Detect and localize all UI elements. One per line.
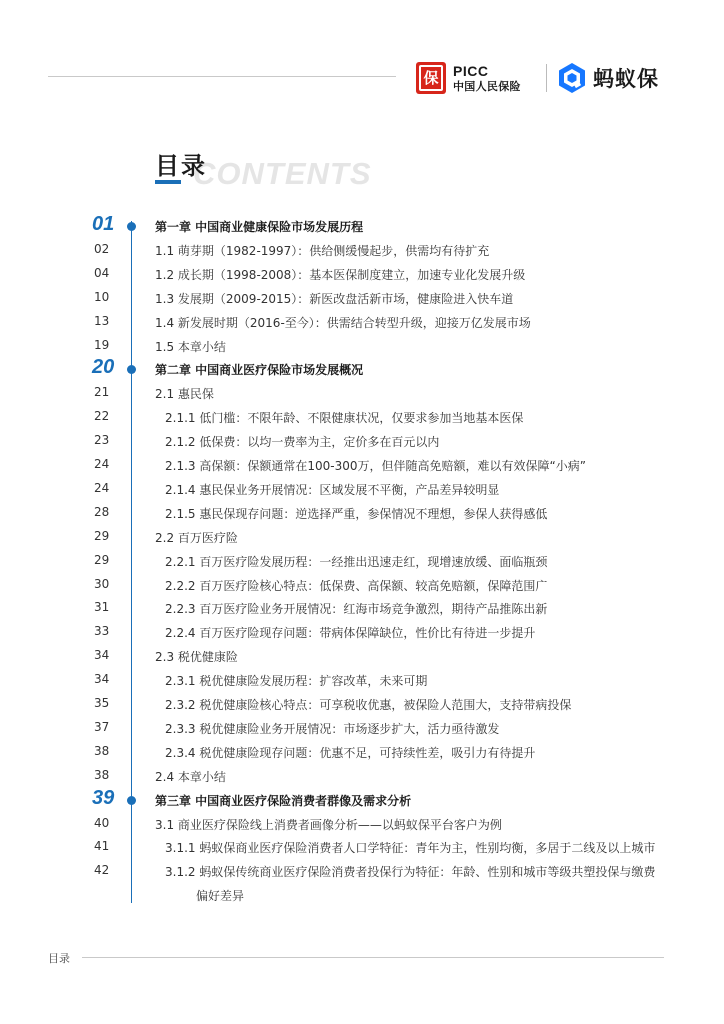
toc-entry-row[interactable] xyxy=(0,859,724,883)
contents-title-en: CONTENTS xyxy=(193,156,372,191)
toc-page-number: 28 xyxy=(94,504,110,519)
toc-page-number: 01 xyxy=(92,213,115,235)
toc-entry-title: 2.2.1 百万医疗险发展历程：一经推出迅速走红，现增速放缓、面临瓶颈 xyxy=(165,554,548,569)
toc-entry-title: 2.4 本章小结 xyxy=(155,769,226,784)
toc-page-number: 20 xyxy=(92,356,115,379)
toc-entry-row[interactable] xyxy=(0,381,724,405)
toc-entry-title: 2.3 税优健康险 xyxy=(155,650,238,665)
toc-page-number: 38 xyxy=(94,743,110,758)
picc-logo-en: PICC xyxy=(453,63,489,79)
picc-logo xyxy=(416,60,521,96)
toc-entry-row[interactable] xyxy=(0,716,724,740)
toc-entry-title: 2.2.4 百万医疗险现存问题：带病体保障缺位，性价比有待进一步提升 xyxy=(165,626,536,641)
toc-page-number: 29 xyxy=(94,528,110,543)
footer-rule xyxy=(82,957,664,958)
footer-label: 目录 xyxy=(48,952,70,965)
antbao-logo-text: 蚂蚁保 xyxy=(593,67,659,91)
toc-page-number: 42 xyxy=(94,863,110,878)
toc-entry-row[interactable] xyxy=(0,286,724,310)
toc-entry-row[interactable] xyxy=(0,740,724,764)
toc-entry-row[interactable] xyxy=(0,238,724,262)
toc-chapter-row[interactable] xyxy=(0,357,724,381)
logo-divider xyxy=(546,64,547,92)
toc-page-number: 22 xyxy=(94,409,110,424)
toc-page-number: 33 xyxy=(94,624,110,639)
toc-entry-title: 3.1 商业医疗保险线上消费者画像分析——以蚂蚁保平台客户为例 xyxy=(155,817,502,832)
toc-chapter-row[interactable] xyxy=(0,214,724,238)
antbao-hexagon-icon xyxy=(557,62,587,94)
picc-logo-cn: 中国人民保险 xyxy=(453,80,521,93)
toc-entry-row[interactable] xyxy=(0,596,724,620)
toc-page-number: 34 xyxy=(94,672,110,687)
toc-entry-row[interactable] xyxy=(0,764,724,788)
toc-entry-title: 2.3.3 税优健康险业务开展情况：市场逐步扩大，活力亟待激发 xyxy=(165,721,500,736)
toc-entry-title: 偏好差异 xyxy=(196,889,245,904)
toc-entry-row[interactable] xyxy=(0,262,724,286)
toc-page-number: 30 xyxy=(94,576,110,591)
toc-entry-row[interactable] xyxy=(0,549,724,573)
toc-entry-title: 2.1.5 惠民保现存问题：逆选择严重，参保情况不理想，参保人获得感低 xyxy=(165,506,548,521)
toc-entry-title: 1.3 发展期（2009-2015）：新医改盘活新市场，健康险进入快车道 xyxy=(155,291,514,306)
toc-entry-title: 2.1.3 高保额：保额通常在100-300万，但伴随高免赔额，难以有效保障“小病” xyxy=(165,459,586,473)
toc-entry-title: 2.1 惠民保 xyxy=(155,387,214,402)
toc-entry-title: 1.5 本章小结 xyxy=(155,339,226,354)
toc-page-number: 10 xyxy=(94,289,110,304)
toc-entry-title: 2.3.2 税优健康险核心特点：可享税收优惠，被保险人范围大，支持带病投保 xyxy=(165,698,572,712)
toc-entry-row[interactable] xyxy=(0,525,724,549)
toc-page-number: 04 xyxy=(94,265,110,280)
toc-entry-title: 2.1.2 低保费：以均一费率为主，定价多在百元以内 xyxy=(165,435,440,450)
toc-entry-title: 3.1.2 蚂蚁保传统商业医疗保险消费者投保行为特征：年龄、性别和城市等级共塑投保与缴费 xyxy=(165,865,656,880)
toc-page-number: 19 xyxy=(94,337,110,352)
toc-page-number: 29 xyxy=(94,552,110,567)
toc-entry-row[interactable] xyxy=(0,835,724,859)
toc-page-number: 41 xyxy=(94,839,110,854)
toc-entry-title: 2.2.3 百万医疗险业务开展情况：红海市场竞争激烈，期待产品推陈出新 xyxy=(165,602,548,617)
toc-entry-row[interactable] xyxy=(0,620,724,644)
toc-entry-title: 2.1.1 低门槛：不限年龄、不限健康状况，仅要求参加当地基本医保 xyxy=(165,411,524,426)
toc-entry-row[interactable] xyxy=(0,692,724,716)
contents-title-cn: 目录 xyxy=(155,152,207,180)
toc-page-number: 38 xyxy=(94,767,110,782)
toc-page-number: 40 xyxy=(94,815,110,830)
toc-entry-title: 1.1 萌芽期（1982-1997）：供给侧缓慢起步，供需均有待扩充 xyxy=(155,243,490,258)
chapter-dot-icon xyxy=(127,222,136,231)
toc-page-number: 21 xyxy=(94,385,110,400)
toc-entry-title: 3.1.1 蚂蚁保商业医疗保险消费者人口学特征：青年为主，性别均衡，多居于二线及以上城市 xyxy=(165,841,656,856)
toc-page-number: 34 xyxy=(94,648,110,663)
contents-title xyxy=(155,144,372,194)
chapter-dot-icon xyxy=(127,365,136,374)
toc-page-number: 39 xyxy=(92,786,115,809)
toc-entry-row[interactable] xyxy=(0,453,724,477)
toc-page-number: 24 xyxy=(94,457,110,471)
toc-entry-row[interactable] xyxy=(0,644,724,668)
toc-page-number: 02 xyxy=(94,241,110,256)
antbao-logo xyxy=(557,60,659,96)
toc-entry-title: 2.1.4 惠民保业务开展情况：区域发展不平衡，产品差异较明显 xyxy=(165,482,500,497)
toc-entry-title: 2.3.1 税优健康险发展历程：扩容改革，未来可期 xyxy=(165,674,428,689)
toc-chapter-title: 第一章 中国商业健康保险市场发展历程 xyxy=(155,220,364,234)
toc-entry-row[interactable] xyxy=(0,477,724,501)
title-underline xyxy=(155,180,181,184)
toc-chapter-title: 第二章 中国商业医疗保险市场发展概况 xyxy=(155,363,364,378)
picc-seal-icon: 保 xyxy=(416,62,446,94)
toc-entry-row[interactable] xyxy=(0,812,724,836)
toc-entry-title: 2.2.2 百万医疗险核心特点：低保费、高保额、较高免赔额，保障范围广 xyxy=(165,578,548,593)
toc-entry-row[interactable] xyxy=(0,429,724,453)
toc-entry-title: 1.2 成长期（1998-2008）：基本医保制度建立，加速专业化发展升级 xyxy=(155,267,526,282)
toc-chapter-row[interactable] xyxy=(0,788,724,812)
toc-page-number: 13 xyxy=(94,313,110,328)
toc-page-number: 35 xyxy=(94,696,110,710)
toc-entry-row[interactable] xyxy=(0,883,724,907)
toc-entry-row[interactable] xyxy=(0,668,724,692)
toc-entry-row[interactable] xyxy=(0,501,724,525)
toc-entry-row[interactable] xyxy=(0,310,724,334)
toc-page-number: 31 xyxy=(94,600,110,615)
toc-entry-row[interactable] xyxy=(0,573,724,597)
toc-chapter-title: 第三章 中国商业医疗保险消费者群像及需求分析 xyxy=(155,793,412,808)
toc-page-number: 23 xyxy=(94,433,110,448)
toc-entry-title: 1.4 新发展时期（2016-至今）：供需结合转型升级，迎接万亿发展市场 xyxy=(155,315,531,330)
header-rule xyxy=(48,76,396,77)
toc-entry-row[interactable] xyxy=(0,405,724,429)
toc-entry-title: 2.3.4 税优健康险现存问题：优惠不足，可持续性差，吸引力有待提升 xyxy=(165,745,536,760)
toc-entry-row[interactable] xyxy=(0,334,724,358)
toc-page-number: 37 xyxy=(94,719,110,734)
toc-page-number: 24 xyxy=(94,480,110,495)
chapter-dot-icon xyxy=(127,796,136,805)
toc-entry-title: 2.2 百万医疗险 xyxy=(155,530,238,545)
